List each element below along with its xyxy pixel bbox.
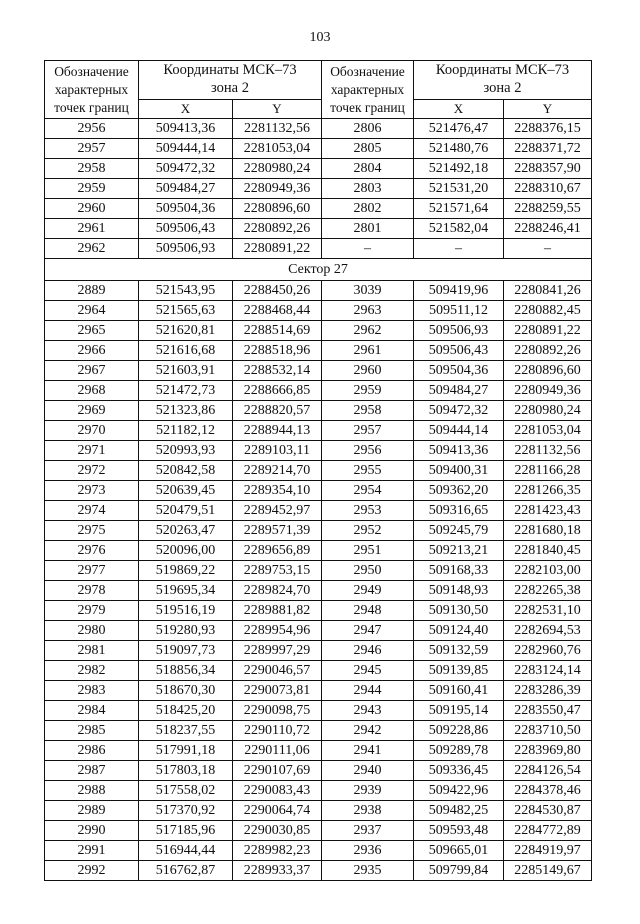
cell-point-id-right: 2954 (322, 481, 414, 501)
table-row (45, 681, 592, 701)
cell-point-id-right: 2955 (322, 461, 414, 481)
cell-y-left: 2289982,23 (233, 841, 322, 861)
cell-point-id-left: 2889 (45, 281, 139, 301)
cell-y-right: 2280949,36 (504, 381, 592, 401)
designation-header-right: Обозначение характерных точек границ (322, 61, 414, 119)
cell-x-left: 509504,36 (139, 199, 233, 219)
cell-point-id-left: 2990 (45, 821, 139, 841)
cell-y-left: 2289571,39 (233, 521, 322, 541)
cell-point-id-right: 2959 (322, 381, 414, 401)
cell-y-right: 2281680,18 (504, 521, 592, 541)
page-number: 103 (309, 30, 331, 45)
cell-x-right: 521582,04 (414, 219, 504, 239)
cell-y-right: 2288357,90 (504, 159, 592, 179)
cell-y-left: 2288666,85 (233, 381, 322, 401)
cell-point-id-left: 2965 (45, 321, 139, 341)
cell-point-id-left: 2988 (45, 781, 139, 801)
cell-x-right: 521492,18 (414, 159, 504, 179)
cell-x-left: 517803,18 (139, 761, 233, 781)
x-header-left: X (139, 100, 233, 119)
cell-y-left: 2290107,69 (233, 761, 322, 781)
cell-y-right: 2288259,55 (504, 199, 592, 219)
cell-y-right: 2282531,10 (504, 601, 592, 621)
cell-point-id-left: 2972 (45, 461, 139, 481)
cell-x-right: 509168,33 (414, 561, 504, 581)
cell-x-left: 520479,51 (139, 501, 233, 521)
cell-point-id-left: 2985 (45, 721, 139, 741)
cell-y-left: 2290046,57 (233, 661, 322, 681)
cell-y-right: 2281166,28 (504, 461, 592, 481)
cell-x-left: 517370,92 (139, 801, 233, 821)
cell-x-left: 519280,93 (139, 621, 233, 641)
cell-point-id-left: 2962 (45, 239, 139, 259)
sector-title: Сектор 27 (45, 259, 592, 281)
cell-y-left: 2289753,15 (233, 561, 322, 581)
cell-x-left: 518856,34 (139, 661, 233, 681)
table-row (45, 401, 592, 421)
cell-y-left: 2288518,96 (233, 341, 322, 361)
cell-point-id-right: – (322, 239, 414, 259)
cell-x-right: 521480,76 (414, 139, 504, 159)
table-row (45, 801, 592, 821)
y-header-right: Y (504, 100, 592, 119)
cell-x-right: 521476,47 (414, 119, 504, 139)
table-row (45, 481, 592, 501)
cell-x-left: 517991,18 (139, 741, 233, 761)
cell-x-right: 509506,93 (414, 321, 504, 341)
table-row (45, 661, 592, 681)
table-row (45, 581, 592, 601)
cell-y-left: 2290083,43 (233, 781, 322, 801)
cell-y-right: 2280896,60 (504, 361, 592, 381)
x-header-right: X (414, 100, 504, 119)
cell-y-right: 2284530,87 (504, 801, 592, 821)
cell-point-id-left: 2964 (45, 301, 139, 321)
cell-y-left: 2289103,11 (233, 441, 322, 461)
cell-point-id-left: 2981 (45, 641, 139, 661)
table-row (45, 179, 592, 199)
table-row (45, 301, 592, 321)
cell-x-left: 509472,32 (139, 159, 233, 179)
cell-x-left: 520096,00 (139, 541, 233, 561)
cell-point-id-right: 2943 (322, 701, 414, 721)
cell-point-id-left: 2982 (45, 661, 139, 681)
cell-y-right: 2283286,39 (504, 681, 592, 701)
cell-y-right: 2280980,24 (504, 401, 592, 421)
cell-point-id-left: 2970 (45, 421, 139, 441)
cell-x-right: 509472,32 (414, 401, 504, 421)
cell-point-id-left: 2987 (45, 761, 139, 781)
cell-x-left: 521323,86 (139, 401, 233, 421)
cell-x-right: 509195,14 (414, 701, 504, 721)
table-row (45, 199, 592, 219)
cell-x-right: 521531,20 (414, 179, 504, 199)
cell-y-right: 2280882,45 (504, 301, 592, 321)
table-row (45, 841, 592, 861)
cell-point-id-left: 2969 (45, 401, 139, 421)
cell-x-right: 509362,20 (414, 481, 504, 501)
cell-y-right: 2281266,35 (504, 481, 592, 501)
cell-point-id-left: 2975 (45, 521, 139, 541)
cell-y-left: 2280896,60 (233, 199, 322, 219)
cell-y-left: 2288820,57 (233, 401, 322, 421)
cell-y-left: 2289824,70 (233, 581, 322, 601)
cell-y-right: 2281132,56 (504, 441, 592, 461)
cell-x-right: 509511,12 (414, 301, 504, 321)
cell-y-right: 2281423,43 (504, 501, 592, 521)
table-row (45, 281, 592, 301)
cell-y-right: 2288371,72 (504, 139, 592, 159)
cell-x-left: 521472,73 (139, 381, 233, 401)
cell-point-id-right: 2952 (322, 521, 414, 541)
cell-x-right: 509316,65 (414, 501, 504, 521)
cell-point-id-left: 2977 (45, 561, 139, 581)
cell-x-left: 519869,22 (139, 561, 233, 581)
cell-x-right: 509132,59 (414, 641, 504, 661)
cell-x-right: 509139,85 (414, 661, 504, 681)
section-b-body (45, 281, 592, 881)
table-row (45, 601, 592, 621)
cell-point-id-right: 2951 (322, 541, 414, 561)
cell-y-left: 2288450,26 (233, 281, 322, 301)
cell-point-id-right: 2950 (322, 561, 414, 581)
table-row (45, 521, 592, 541)
cell-y-left: 2289656,89 (233, 541, 322, 561)
table-row (45, 561, 592, 581)
cell-point-id-left: 2971 (45, 441, 139, 461)
cell-x-right: 509419,96 (414, 281, 504, 301)
table-header (45, 61, 592, 119)
cell-x-left: 520263,47 (139, 521, 233, 541)
cell-point-id-right: 2947 (322, 621, 414, 641)
cell-y-left: 2290064,74 (233, 801, 322, 821)
cell-point-id-left: 2960 (45, 199, 139, 219)
cell-y-right: 2281840,45 (504, 541, 592, 561)
cell-x-left: 521565,63 (139, 301, 233, 321)
cell-x-left: 521620,81 (139, 321, 233, 341)
cell-x-right: 509422,96 (414, 781, 504, 801)
cell-y-right: 2282103,00 (504, 561, 592, 581)
cell-point-id-right: 2948 (322, 601, 414, 621)
table-row (45, 741, 592, 761)
sector-title-body (45, 259, 592, 281)
cell-point-id-left: 2989 (45, 801, 139, 821)
cell-x-left: 517558,02 (139, 781, 233, 801)
cell-y-right: 2288246,41 (504, 219, 592, 239)
cell-y-right: 2280891,22 (504, 321, 592, 341)
table-row (45, 501, 592, 521)
coord-group-header-left: Координаты МСК–73 зона 2 (139, 61, 322, 100)
table-row (45, 321, 592, 341)
cell-x-right: 509413,36 (414, 441, 504, 461)
cell-point-id-right: 3039 (322, 281, 414, 301)
cell-x-right: 509124,40 (414, 621, 504, 641)
table-row (45, 421, 592, 441)
cell-x-right: 509336,45 (414, 761, 504, 781)
cell-x-left: 517185,96 (139, 821, 233, 841)
cell-y-right: 2280892,26 (504, 341, 592, 361)
cell-y-left: 2281132,56 (233, 119, 322, 139)
cell-x-left: 509506,93 (139, 239, 233, 259)
cell-x-right: 509506,43 (414, 341, 504, 361)
cell-x-left: 509413,36 (139, 119, 233, 139)
cell-y-left: 2289354,10 (233, 481, 322, 501)
table-row (45, 159, 592, 179)
cell-y-left: 2288532,14 (233, 361, 322, 381)
cell-y-left: 2289881,82 (233, 601, 322, 621)
cell-x-left: 509444,14 (139, 139, 233, 159)
cell-point-id-left: 2956 (45, 119, 139, 139)
cell-point-id-right: 2945 (322, 661, 414, 681)
cell-y-left: 2280892,26 (233, 219, 322, 239)
cell-point-id-right: 2935 (322, 861, 414, 881)
cell-point-id-right: 2936 (322, 841, 414, 861)
table-row (45, 441, 592, 461)
cell-x-right: 521571,64 (414, 199, 504, 219)
cell-y-right: 2284378,46 (504, 781, 592, 801)
cell-y-left: 2288468,44 (233, 301, 322, 321)
cell-point-id-right: 2957 (322, 421, 414, 441)
cell-x-right: 509504,36 (414, 361, 504, 381)
table-row (45, 701, 592, 721)
cell-x-right: 509400,31 (414, 461, 504, 481)
cell-point-id-right: 2963 (322, 301, 414, 321)
cell-x-left: 518237,55 (139, 721, 233, 741)
cell-point-id-right: 2946 (322, 641, 414, 661)
cell-point-id-right: 2942 (322, 721, 414, 741)
cell-x-right: 509482,25 (414, 801, 504, 821)
cell-x-right: 509289,78 (414, 741, 504, 761)
cell-point-id-right: 2949 (322, 581, 414, 601)
table-row (45, 541, 592, 561)
table-row (45, 641, 592, 661)
cell-point-id-left: 2968 (45, 381, 139, 401)
cell-point-id-right: 2941 (322, 741, 414, 761)
cell-x-left: 509506,43 (139, 219, 233, 239)
cell-y-left: 2280980,24 (233, 159, 322, 179)
cell-x-right: 509130,50 (414, 601, 504, 621)
cell-y-right: 2280841,26 (504, 281, 592, 301)
cell-x-right: 509593,48 (414, 821, 504, 841)
cell-point-id-left: 2976 (45, 541, 139, 561)
cell-point-id-right: 2805 (322, 139, 414, 159)
cell-x-left: 516762,87 (139, 861, 233, 881)
cell-y-left: 2281053,04 (233, 139, 322, 159)
table-row (45, 139, 592, 159)
table-row (45, 621, 592, 641)
cell-point-id-left: 2978 (45, 581, 139, 601)
cell-y-right: 2283550,47 (504, 701, 592, 721)
cell-point-id-left: 2966 (45, 341, 139, 361)
table-row (45, 239, 592, 259)
cell-y-right: 2283969,80 (504, 741, 592, 761)
table-row (45, 461, 592, 481)
cell-point-id-left: 2983 (45, 681, 139, 701)
cell-point-id-left: 2958 (45, 159, 139, 179)
cell-point-id-right: 2961 (322, 341, 414, 361)
cell-x-right: – (414, 239, 504, 259)
header-row-top (45, 61, 592, 100)
table-row (45, 119, 592, 139)
cell-y-left: 2280891,22 (233, 239, 322, 259)
table-row (45, 361, 592, 381)
cell-x-left: 520993,93 (139, 441, 233, 461)
cell-y-right: 2284772,89 (504, 821, 592, 841)
cell-point-id-left: 2984 (45, 701, 139, 721)
cell-y-left: 2289933,37 (233, 861, 322, 881)
cell-y-right: 2282265,38 (504, 581, 592, 601)
cell-y-left: 2290030,85 (233, 821, 322, 841)
coordinates-table (44, 60, 592, 881)
cell-point-id-right: 2940 (322, 761, 414, 781)
cell-x-left: 518425,20 (139, 701, 233, 721)
table-row (45, 761, 592, 781)
cell-x-right: 509665,01 (414, 841, 504, 861)
cell-x-left: 520639,45 (139, 481, 233, 501)
cell-y-left: 2289452,97 (233, 501, 322, 521)
cell-y-left: 2290110,72 (233, 721, 322, 741)
cell-x-right: 509245,79 (414, 521, 504, 541)
cell-y-right: 2282694,53 (504, 621, 592, 641)
cell-y-right: 2283124,14 (504, 661, 592, 681)
cell-x-left: 519695,34 (139, 581, 233, 601)
cell-point-id-left: 2957 (45, 139, 139, 159)
cell-point-id-right: 2956 (322, 441, 414, 461)
cell-point-id-right: 2958 (322, 401, 414, 421)
cell-point-id-left: 2973 (45, 481, 139, 501)
cell-x-left: 519097,73 (139, 641, 233, 661)
cell-point-id-right: 2803 (322, 179, 414, 199)
cell-x-right: 509444,14 (414, 421, 504, 441)
cell-y-left: 2290098,75 (233, 701, 322, 721)
cell-point-id-right: 2938 (322, 801, 414, 821)
cell-point-id-right: 2802 (322, 199, 414, 219)
cell-y-right: – (504, 239, 592, 259)
cell-point-id-right: 2806 (322, 119, 414, 139)
table-row (45, 781, 592, 801)
cell-point-id-right: 2804 (322, 159, 414, 179)
cell-y-right: 2281053,04 (504, 421, 592, 441)
cell-x-right: 509799,84 (414, 861, 504, 881)
cell-y-left: 2289214,70 (233, 461, 322, 481)
cell-point-id-left: 2959 (45, 179, 139, 199)
cell-x-left: 509484,27 (139, 179, 233, 199)
cell-point-id-right: 2937 (322, 821, 414, 841)
table-row (45, 821, 592, 841)
table-row (45, 861, 592, 881)
cell-x-left: 521182,12 (139, 421, 233, 441)
cell-x-left: 521616,68 (139, 341, 233, 361)
cell-y-right: 2283710,50 (504, 721, 592, 741)
cell-y-right: 2285149,67 (504, 861, 592, 881)
cell-y-left: 2290111,06 (233, 741, 322, 761)
cell-point-id-left: 2992 (45, 861, 139, 881)
cell-x-left: 519516,19 (139, 601, 233, 621)
cell-y-left: 2289954,96 (233, 621, 322, 641)
cell-x-left: 521543,95 (139, 281, 233, 301)
y-header-left: Y (233, 100, 322, 119)
cell-point-id-left: 2991 (45, 841, 139, 861)
cell-point-id-left: 2974 (45, 501, 139, 521)
cell-y-left: 2280949,36 (233, 179, 322, 199)
cell-point-id-right: 2953 (322, 501, 414, 521)
cell-y-right: 2284126,54 (504, 761, 592, 781)
designation-header-left: Обозначение характерных точек границ (45, 61, 139, 119)
table-row (45, 721, 592, 741)
cell-point-id-left: 2961 (45, 219, 139, 239)
section-a-body (45, 119, 592, 259)
cell-point-id-right: 2939 (322, 781, 414, 801)
sector-title-row (45, 259, 592, 281)
cell-x-right: 509228,86 (414, 721, 504, 741)
cell-x-right: 509213,21 (414, 541, 504, 561)
cell-y-right: 2288376,15 (504, 119, 592, 139)
cell-x-left: 521603,91 (139, 361, 233, 381)
cell-point-id-right: 2962 (322, 321, 414, 341)
cell-x-left: 518670,30 (139, 681, 233, 701)
cell-y-left: 2290073,81 (233, 681, 322, 701)
cell-x-right: 509148,93 (414, 581, 504, 601)
cell-x-right: 509484,27 (414, 381, 504, 401)
cell-point-id-right: 2801 (322, 219, 414, 239)
cell-x-right: 509160,41 (414, 681, 504, 701)
cell-y-left: 2288514,69 (233, 321, 322, 341)
cell-x-left: 516944,44 (139, 841, 233, 861)
cell-y-right: 2284919,97 (504, 841, 592, 861)
cell-y-right: 2282960,76 (504, 641, 592, 661)
cell-point-id-left: 2967 (45, 361, 139, 381)
cell-point-id-right: 2944 (322, 681, 414, 701)
cell-y-right: 2288310,67 (504, 179, 592, 199)
cell-y-left: 2288944,13 (233, 421, 322, 441)
coord-group-header-right: Координаты МСК–73 зона 2 (414, 61, 592, 100)
table-row (45, 341, 592, 361)
cell-point-id-right: 2960 (322, 361, 414, 381)
cell-y-left: 2289997,29 (233, 641, 322, 661)
cell-point-id-left: 2986 (45, 741, 139, 761)
table-row (45, 381, 592, 401)
table-row (45, 219, 592, 239)
cell-point-id-left: 2980 (45, 621, 139, 641)
cell-point-id-left: 2979 (45, 601, 139, 621)
cell-x-left: 520842,58 (139, 461, 233, 481)
